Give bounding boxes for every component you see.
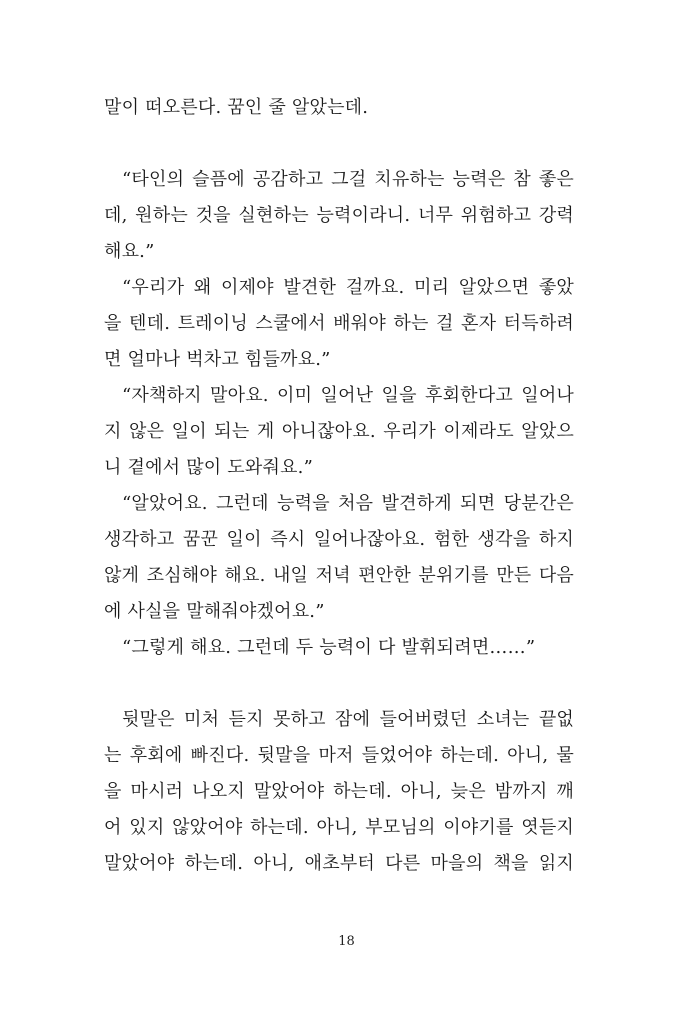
text-line: “우리가 왜 이제야 발견한 걸까요. 미리 알았으면 좋았 [122,277,574,298]
text-line: 생각하고 꿈꾼 일이 즉시 일어나잖아요. 험한 생각을 하지 [104,529,574,550]
text-line: 해요.” [104,241,155,262]
text-line: 에 사실을 말해줘야겠어요.” [104,601,325,622]
text-line: 을 텐데. 트레이닝 스쿨에서 배워야 하는 걸 혼자 터득하려 [104,313,574,334]
text-line: 않게 조심해야 해요. 내일 저녁 편안한 분위기를 만든 다음 [104,565,574,586]
text-line: “알았어요. 그런데 능력을 처음 발견하게 되면 당분간은 [122,493,574,514]
page-body [104,90,574,882]
text-line: “타인의 슬픔에 공감하고 그걸 치유하는 능력은 참 좋은 [122,169,574,190]
text-line: 을 마시러 나오지 말았어야 하는데. 아니, 늦은 밤까지 깨 [104,781,574,802]
text-line: 지 않은 일이 되는 게 아니잖아요. 우리가 이제라도 알았으 [104,421,574,442]
text-line: 어 있지 않았어야 하는데. 아니, 부모님의 이야기를 엿듣지 [104,817,574,838]
section-gap [104,666,574,702]
text-line: 는 후회에 빠진다. 뒷말을 마저 들었어야 하는데. 아니, 물 [104,745,574,766]
section-gap [104,126,574,162]
text-line: 말이 떠오른다. 꿈인 줄 알았는데. [104,97,369,118]
page-number: 18 [338,934,355,949]
text-line: “자책하지 말아요. 이미 일어난 일을 후회한다고 일어나 [122,385,574,406]
text-line: 니 곁에서 많이 도와줘요.” [104,457,313,478]
text-line: 면 얼마나 벅차고 힘들까요.” [104,349,331,370]
text-line: 말았어야 하는데. 아니, 애초부터 다른 마을의 책을 읽지 [104,853,574,874]
text-line: “그렇게 해요. 그런데 두 능력이 다 발휘되려면……” [122,637,536,658]
text-line: 뒷말은 미처 듣지 못하고 잠에 들어버렸던 소녀는 끝없 [122,709,574,730]
text-line: 데, 원하는 것을 실현하는 능력이라니. 너무 위험하고 강력 [104,205,574,226]
